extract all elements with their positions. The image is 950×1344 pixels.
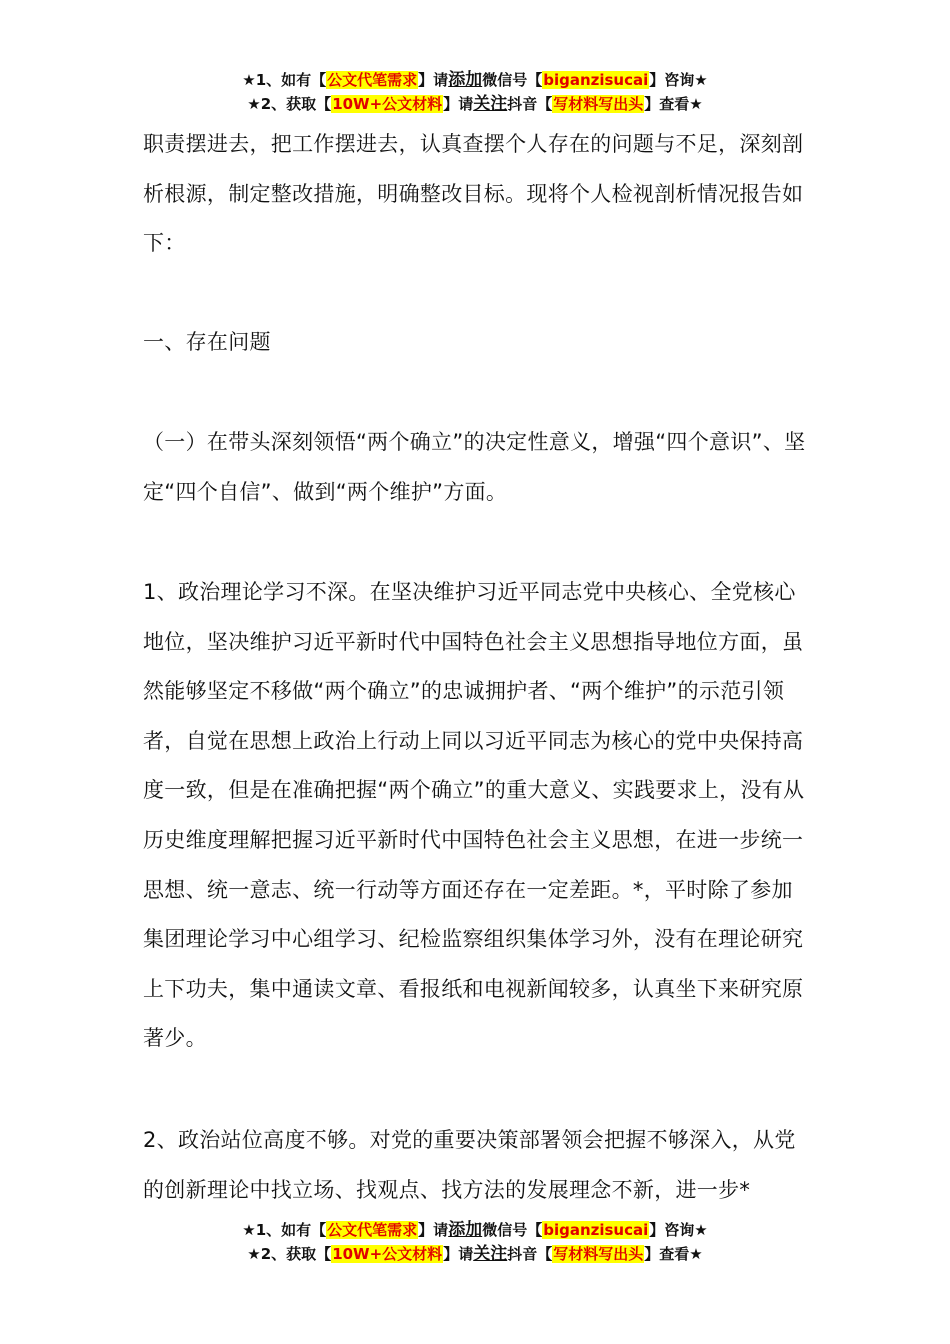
promo-highlight: 公文代笔需求 bbox=[327, 1221, 418, 1239]
item-paragraph-2: 2、政治站位高度不够。对党的重要决策部署领会把握不够深入，从党的创新理论中找立场、找观点、找方法的发展理念不新，进一步* bbox=[143, 1128, 796, 1202]
promo-emphasis: 添加 bbox=[448, 1220, 483, 1240]
intro-paragraph: 职责摆进去，把工作摆进去，认真查摆个人存在的问题与不足，深刻剖析根源，制定整改措施，明确整改目标。现将个人检视剖析情况报告如下： bbox=[143, 132, 804, 256]
promo-highlight: biganzisucai bbox=[543, 71, 649, 89]
promo-highlight: 公文代笔需求 bbox=[327, 71, 418, 89]
subsection-heading: （一）在带头深刻领悟“两个确立”的决定性意义，增强“四个意识”、坚定“四个自信”、做到“两个维护”方面。 bbox=[143, 430, 806, 504]
promo-highlight: biganzisucai bbox=[543, 1221, 649, 1239]
section-heading: 一、存在问题 bbox=[143, 330, 271, 354]
promo-highlight: 写材料写出头 bbox=[553, 95, 644, 113]
promo-line-1: ★1、如有【公文代笔需求】请添加微信号【biganzisucai】咨询★ bbox=[242, 70, 708, 90]
promo-line-2: ★2、获取【10W+公文材料】请关注抖音【写材料写出头】查看★ bbox=[247, 94, 703, 114]
promo-highlight: 10W+公文材料 bbox=[332, 1245, 443, 1263]
promo-emphasis: 关注 bbox=[473, 94, 508, 114]
promo-emphasis: 添加 bbox=[448, 70, 483, 90]
promo-line-1: ★1、如有【公文代笔需求】请添加微信号【biganzisucai】咨询★ bbox=[242, 1220, 708, 1240]
item-paragraph-1: 1、政治理论学习不深。在坚决维护习近平同志党中央核心、全党核心地位，坚决维护习近平新时代中国特色社会主义思想指导地位方面，虽然能够坚定不移做“两个确立”的忠诚拥护者、“两个维护”的示范引领者，自觉在思想上政治上行动上同以习近平同志为核心的党中央保持高度一致，但是在准确把握“两个确立”的重大意义、实践要求上，没有从历史维度理解把握习近平新时代中国特色社会主义思想，在进一步统一思想、统一意志、统一行动等方面还存在一定差距。*，平时除了参加集团理论学习中心组学习、纪检监察组织集体学习外，没有在理论研究上下功夫，集中通读文章、看报纸和电视新闻较多，认真坐下来研究原著少。 bbox=[143, 580, 805, 1051]
footer-promo-banner bbox=[0, 1218, 950, 1266]
promo-emphasis: 关注 bbox=[473, 1244, 508, 1264]
promo-highlight: 10W+公文材料 bbox=[332, 95, 443, 113]
promo-line-2: ★2、获取【10W+公文材料】请关注抖音【写材料写出头】查看★ bbox=[247, 1244, 703, 1264]
header-promo-banner bbox=[0, 68, 950, 116]
promo-highlight: 写材料写出头 bbox=[553, 1245, 644, 1263]
